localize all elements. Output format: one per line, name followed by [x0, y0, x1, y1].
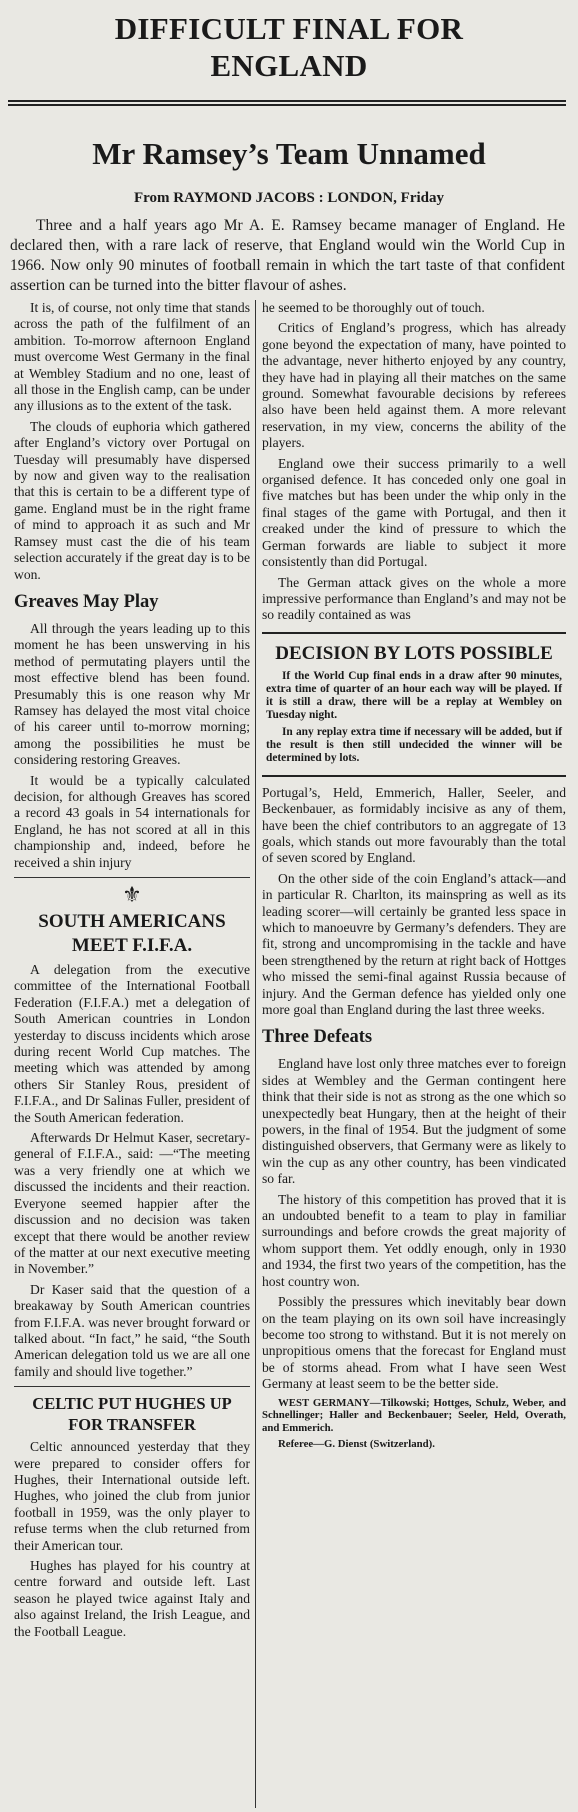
section-heading-three-defeats: Three Defeats: [262, 1027, 373, 1048]
paragraph: England owe their success primarily to a well organised defence. It has conceded only one goal in five matches but has been under the whip only in the final stages of the game with Portugal, and then it creaked under the kind of pressure to which the German forwards are liable to subject it more consistently than did Portugal.: [262, 455, 566, 570]
headline-rule-bottom: [8, 104, 566, 106]
referee-line: Referee—G. Dienst (Switzerland).: [278, 1438, 435, 1451]
paragraph: On the other side of the coin England’s attack—and in particular R. Charlton, its mainspring as well as its leading scorer—will certainly be granted less space in which to manoeuvre by Germany’s defenders. They are fit, strong and uncompromising in the tackle and have been strengthened by the return at right back of Hottges who missed the semi-final against Russia because of injury. And the German defence has yielded only one more goal than England during the last three weeks.: [262, 870, 566, 1017]
byline: From RAYMOND JACOBS : LONDON, Friday: [134, 190, 444, 206]
paragraph: Critics of England’s progress, which has already gone beyond the expectation of many, have pointed to the advantage, never hitherto enjoyed by any country, they have had in playing all their matches on the same ground. Somewhat favourable decisions by referees also have been held against them. A more relevant reservation, in my view, concerns the ability of the players.: [262, 320, 566, 451]
paragraph: England have lost only three matches ever to foreign sides at Wembley and the German contingent here think that their side is not as strong as the one which so unexpectedly beat Hungary, then at the height of their powers, in the final of 1954. But the judgment of some distinguished observers, that Germany were as likely to win the cup as any other country, has been vindicated so far.: [262, 1056, 566, 1187]
section-heading-greaves: Greaves May Play: [14, 591, 159, 612]
paragraph: It is, of course, not only time that stands across the path of the fulfilment of an ambition. To-morrow afternoon England must overcome West Germany in the final at Wembley Stadium and no one, least of all those in the English camp, can be under any illusions as to the extent of the task.: [14, 300, 250, 414]
headline-line-1: DIFFICULT FINAL FOR: [114, 11, 464, 46]
box-paragraph: If the World Cup final ends in a draw after 90 minutes, extra time of quarter of an hour each way will be played. If it is still a draw, there will be a replay at Wembley on Tuesday night.: [266, 669, 562, 721]
fleur-ornament-icon: ⚜: [122, 882, 142, 907]
paragraph: Possibly the pressures which inevitably bear down on the team playing on its own soil have increasingly become too strong to withstand. But it is not merely on unpropitious omens that the forecast for England must be of storms ahead. From what I have seen West Germany at least seem to be the better side.: [262, 1294, 566, 1392]
lead-paragraph: Three and a half years ago Mr A. E. Ramsey became manager of England. He declared then, with a rare lack of reserve, that England would win the World Cup in 1966. Now only 90 minutes of football remain in which the tart taste of that confident assertion can be turned into the bitter flavour of ashes.: [10, 217, 565, 294]
paragraph: A delegation from the executive committee of the International Football Federation (F.I.F.A.) met a delegation of South American countries in London yesterday to discuss incidents which arose during recent World Cup matches. The meeting which was attended by among others Sir Stanley Rous, president of F.I.F.A., and Dr Salinas Fuller, president of the South American federation.: [14, 962, 250, 1125]
paragraph: he seemed to be thoroughly out of touch.: [262, 300, 485, 315]
paragraph: The history of this competition has proved that it is an undoubted benefit to a team to play in familiar surroundings and before crowds the great majority of whom support them. Yet oddly enough, only in 1930 and 1934, the first two years of the competition, has the host country won.: [262, 1191, 566, 1289]
paragraph: Dr Kaser said that the question of a breakaway by South American countries from F.I.F.A. was never brought forward or talked about. “In fact,” he said, “the South American delegation told us we are all one family and should live together.”: [14, 1281, 250, 1379]
headline-rule-top: [8, 100, 566, 102]
paragraph: All through the years leading up to this moment he has been unswerving in his method of permutating players until the most effective blend has been found. Presumably this is one reason why Mr Ramsey has delayed the most vital choice of his career until to-morrow morning; among the possibilities he must be considering restoring Greaves.: [14, 620, 250, 768]
team-lineup: WEST GERMANY—Tilkowski; Hottges, Schulz, Weber, and Schnellinger; Haller and Beckenbauer; Seeler, Held, Overath, and Emmerich.: [262, 1396, 566, 1434]
section-heading-celtic: CELTIC PUT HUGHES UP FOR TRANSFER: [32, 1394, 232, 1435]
paragraph: Afterwards Dr Helmut Kaser, secretary-general of F.I.F.A., said: —“The meeting was a very friendly one at which we discussed the incidents and their reaction. Everyone seemed happier after the discussion and no decision was taken except that there would be another review of the matter at our next executive meeting in November.”: [14, 1130, 250, 1277]
column-left: [14, 300, 250, 1644]
headline-line-2: ENGLAND: [210, 48, 368, 83]
section-heading-south-americans: SOUTH AMERICANS MEET F.I.F.A.: [38, 911, 226, 956]
paragraph: It would be a typically calculated decision, for although Greaves has scored a record 43 goals in 54 internationals for England, he has not scored at all in this championship and, indeed, before he received a shin injury: [14, 772, 250, 870]
box-paragraph: In any replay extra time if necessary will be added, but if the result is then still undecided the winner will be determined by lots.: [266, 725, 562, 764]
paragraph: Hughes has played for his country at centre forward and outside left. Last season he played twice against Italy and also against Ireland, the Irish League, and the Football League.: [14, 1558, 250, 1639]
paragraph: Celtic announced yesterday that they were prepared to consider offers for Hughes, their International outside left. Hughes, who joined the club from junior football in 1959, was the only player to refuse terms when the club returned from their American tour.: [14, 1439, 250, 1553]
subheadline: Mr Ramsey’s Team Unnamed: [92, 136, 486, 171]
headline: [0, 10, 578, 84]
paragraph: The clouds of euphoria which gathered after England’s victory over Portugal on Tuesday will presumably have dispersed by now and given way to the realisation that this is certain to be a different type of game. England must be in the right frame of mind to approach it as such and Mr Ramsey must cast the die of his team selection accurately if the great day is to be won.: [14, 418, 250, 582]
divider: [14, 877, 250, 878]
paragraph: The German attack gives on the whole a more impressive performance than England’s and may not be so readily contained as was: [262, 574, 566, 623]
column-divider: [255, 300, 256, 1808]
column-right: [262, 300, 566, 1455]
decision-by-lots-box: [262, 632, 566, 777]
paragraph: Portugal’s, Held, Emmerich, Haller, Seeler, and Beckenbauer, as formidably incisive as any of them, have been the chief contributors to an aggregate of 13 goals, which stands out more favourably than the total of seven scored by England.: [262, 784, 566, 866]
box-heading: DECISION BY LOTS POSSIBLE: [275, 642, 553, 664]
divider: [14, 1386, 250, 1387]
